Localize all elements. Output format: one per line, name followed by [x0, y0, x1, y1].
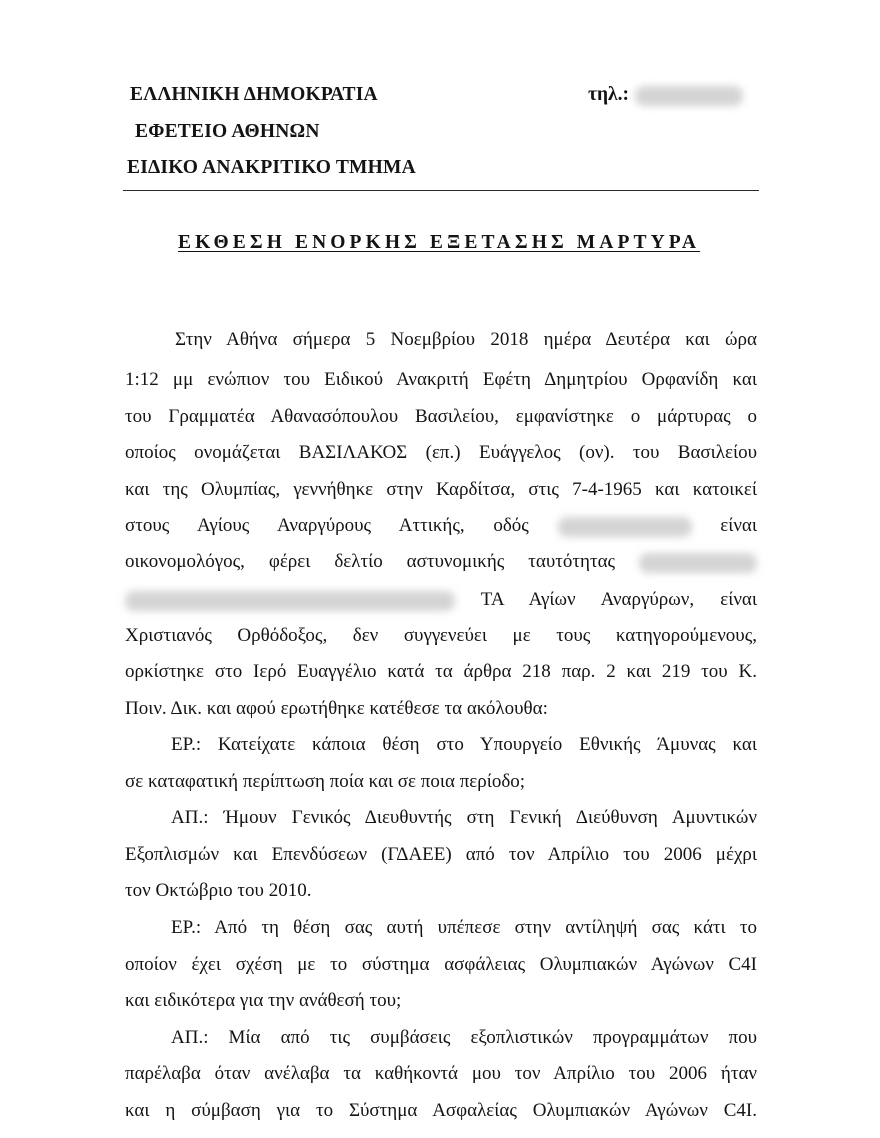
redacted-telephone	[635, 86, 743, 106]
header-republic: ΕΛΛΗΝΙΚΗ ΔΗΜΟΚΡΑΤΙΑ	[130, 84, 378, 105]
body-line: Ποιν. Δικ. και αφού ερωτήθηκε κατέθεσε τα ακόλουθα:	[125, 698, 548, 719]
question-line: ΕΡ.: Από τη θέση σας αυτή υπέπεσε στην αντίληψή σας κάτι το	[171, 917, 757, 938]
question-line: σε καταφατική περίπτωση ποία και σε ποια περίοδο;	[125, 771, 526, 792]
body-line: οποίος ονομάζεται ΒΑΣΙΛΑΚΟΣ (επ.) Ευάγγελος (ον). του Βασιλείου	[125, 442, 757, 463]
answer-line: ΑΠ.: Μία από τις συμβάσεις εξοπλιστικών προγραμμάτων που	[171, 1027, 757, 1048]
answer-line: και η σύμβαση για το Σύστημα Ασφαλείας Ολυμπιακών Αγώνων C4I.	[125, 1100, 757, 1121]
address-text: στους Αγίους Αναργύρους Αττικής, οδός	[125, 515, 529, 536]
redacted-address	[558, 517, 692, 537]
question-line: ΕΡ.: Κατείχατε κάποια θέση στο Υπουργείο Εθνικής Άμυνας και	[171, 734, 757, 755]
body-line: 1:12 μμ ενώπιον του Ειδικού Ανακριτή Εφέτη Δημητρίου Ορφανίδη και	[125, 369, 757, 390]
question-line: και ειδικότερα για την ανάθεσή του;	[125, 990, 402, 1011]
body-line: του Γραμματέα Αθανασόπουλου Βασιλείου, εμφανίστηκε ο μάρτυρας ο	[125, 406, 757, 427]
document-title: ΕΚΘΕΣΗ ΕΝΟΡΚΗΣ ΕΞΕΤΑΣΗΣ ΜΑΡΤΥΡΑ	[178, 232, 701, 253]
redacted-id-issue	[125, 591, 455, 611]
body-line: Χριστιανός Ορθόδοξος, δεν συγγενεύει με τους κατηγορούμενους,	[125, 625, 757, 646]
body-line: ορκίστηκε στο Ιερό Ευαγγέλιο κατά τα άρθρα 218 παρ. 2 και 219 του Κ.	[125, 661, 757, 682]
answer-line: παρέλαβα όταν ανέλαβα τα καθήκοντά μου τον Απρίλιο του 2006 ήταν	[125, 1063, 757, 1084]
answer-line: Εξοπλισμών και Επενδύσεων (ΓΔΑΕΕ) από τον Απρίλιο του 2006 μέχρι	[125, 844, 757, 865]
address-tail: είναι	[720, 515, 757, 536]
body-line: Στην Αθήνα σήμερα 5 Νοεμβρίου 2018 ημέρα Δευτέρα και ώρα	[175, 329, 757, 350]
answer-line: ΑΠ.: Ήμουν Γενικός Διευθυντής στη Γενική Διεύθυνση Αμυντικών	[171, 807, 757, 828]
header-court: ΕΦΕΤΕΙΟ ΑΘΗΝΩΝ	[135, 121, 320, 142]
header-department: ΕΙΔΙΚΟ ΑΝΑΚΡΙΤΙΚΟ ΤΜΗΜΑ	[127, 157, 416, 178]
telephone-label: τηλ.:	[588, 84, 630, 105]
body-line: και της Ολυμπίας, γεννήθηκε στην Καρδίτσα, στις 7-4-1965 και κατοικεί	[125, 479, 757, 500]
body-line-address	[125, 514, 757, 538]
id-text: οικονομολόγος, φέρει δελτίο αστυνομικής ταυτότητας	[125, 551, 616, 572]
body-line-id	[125, 550, 757, 574]
id-issue-text: ΤΑ Αγίων Αναργύρων, είναι	[480, 589, 757, 610]
question-line: οποίον έχει σχέση με το σύστημα ασφάλειας Ολυμπιακών Αγώνων C4I	[125, 954, 757, 975]
body-line-id-issue	[125, 588, 757, 612]
answer-line: τον Οκτώβριο του 2010.	[125, 880, 312, 901]
redacted-id-number	[639, 553, 757, 573]
header-divider	[123, 190, 759, 191]
telephone	[588, 84, 743, 106]
